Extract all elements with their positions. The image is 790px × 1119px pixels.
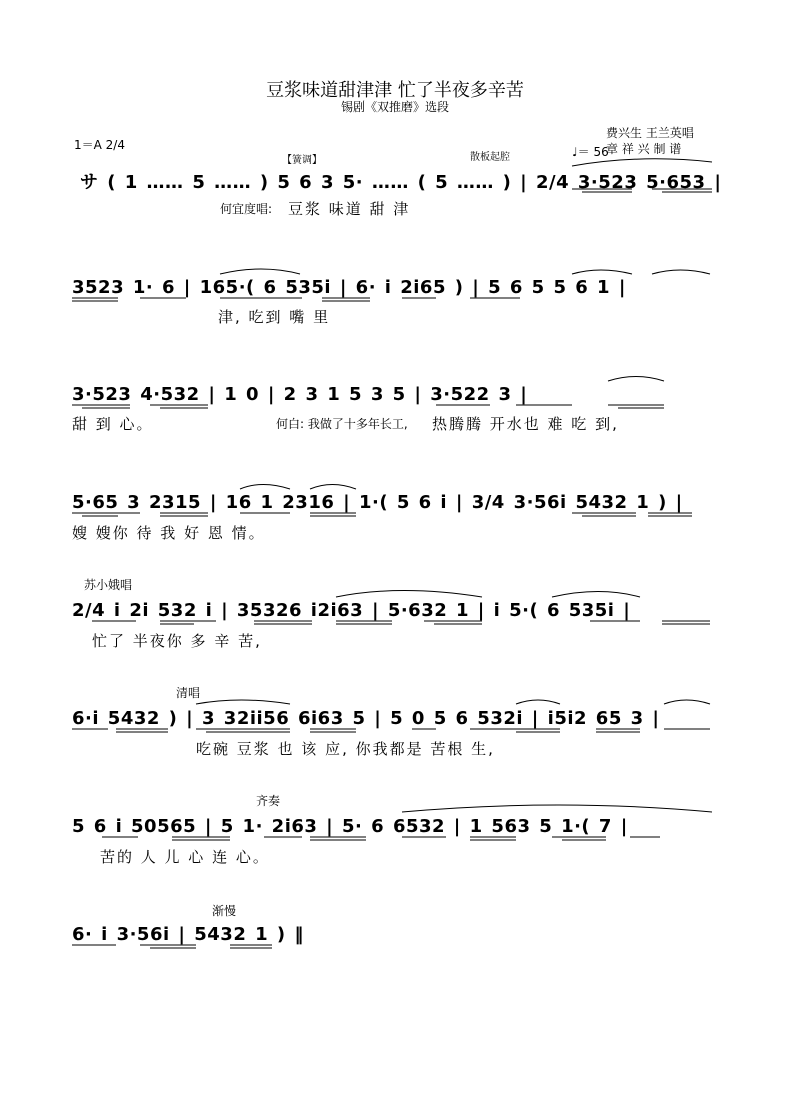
quarter-note-icon: ♩	[572, 145, 578, 159]
mark-huangdiao: 【簧调】	[282, 155, 322, 166]
mark-qizou: 齐奏	[256, 794, 281, 808]
score-row-2: 3523 1· 6 | 165·( 6 535i | 6· i 2i65 ) | 5 6 5 5 6 1 |	[72, 277, 626, 298]
key-signature: 1＝A 2/4	[74, 138, 125, 152]
score-row-7: 5 6 i 50565 | 5 1· 2i63 | 5· 6 6532 | 1 563 5 1·( 7 |	[72, 816, 628, 837]
spoken-aside: 何白: 我做了十多年长工,	[276, 417, 408, 431]
tempo-marking	[572, 143, 609, 160]
score-row-1: サ ( 1 …… 5 …… ) 5 6 3 5· …… ( 5 …… ) | 2/4 3·523 5·653 |	[80, 172, 722, 193]
arranger-credit: 章 祥 兴 制 谱	[606, 142, 682, 156]
score-row-5: 2/4 i 2i 532 i | 35326 i2i63 | 5·632 1 | i 5·( 6 535i |	[72, 600, 631, 621]
page-title: 豆浆味道甜津津 忙了半夜多辛苦	[266, 80, 524, 101]
lyrics-row-3b: 热腾腾 开水也 难 吃 到,	[432, 415, 619, 433]
lyrics-row-6: 吃碗 豆浆 也 该 应, 你我都是 苦根 生,	[196, 740, 495, 758]
lyrics-row-3: 甜 到 心。	[72, 415, 154, 433]
lyrics-row-4: 嫂 嫂你 待 我 好 恩 情。	[72, 524, 266, 542]
lyrics-row-7: 苦的 人 儿 心 连 心。	[100, 848, 270, 866]
score-row-8: 6· i 3·56i | 5432 1 ) ‖	[72, 924, 304, 945]
singers-credit: 费兴生 王兰英唱	[606, 126, 694, 140]
score-row-4: 5·65 3 2315 | 16 1 2316 | 1·( 5 6 i | 3/4 3·56i 5432 1 ) |	[72, 492, 683, 513]
lyrics-row-2: 津, 吃到 嘴 里	[218, 308, 331, 326]
mark-heguanyuan: 何宜度唱:	[220, 202, 273, 216]
lyrics-row-5: 忙了 半夜你 多 辛 苦,	[92, 632, 262, 650]
score-row-3: 3·523 4·532 | 1 0 | 2 3 1 5 3 5 | 3·522 3 |	[72, 384, 528, 405]
page-subtitle: 锡剧《双推磨》选段	[340, 100, 449, 114]
mark-qingchang: 清唱	[176, 686, 201, 700]
mark-sanban: 散板起腔	[470, 152, 510, 163]
score-row-6: 6·i 5432 ) | 3 32ii56 6i63 5 | 5 0 5 6 532i | i5i2 65 3 |	[72, 708, 660, 729]
lyrics-row-1: 豆浆 味道 甜 津	[288, 200, 411, 218]
tempo-value: ＝ 56	[577, 145, 609, 159]
mark-jianman: 渐慢	[212, 904, 237, 918]
mark-suxiaoe: 苏小娥唱	[84, 578, 133, 592]
